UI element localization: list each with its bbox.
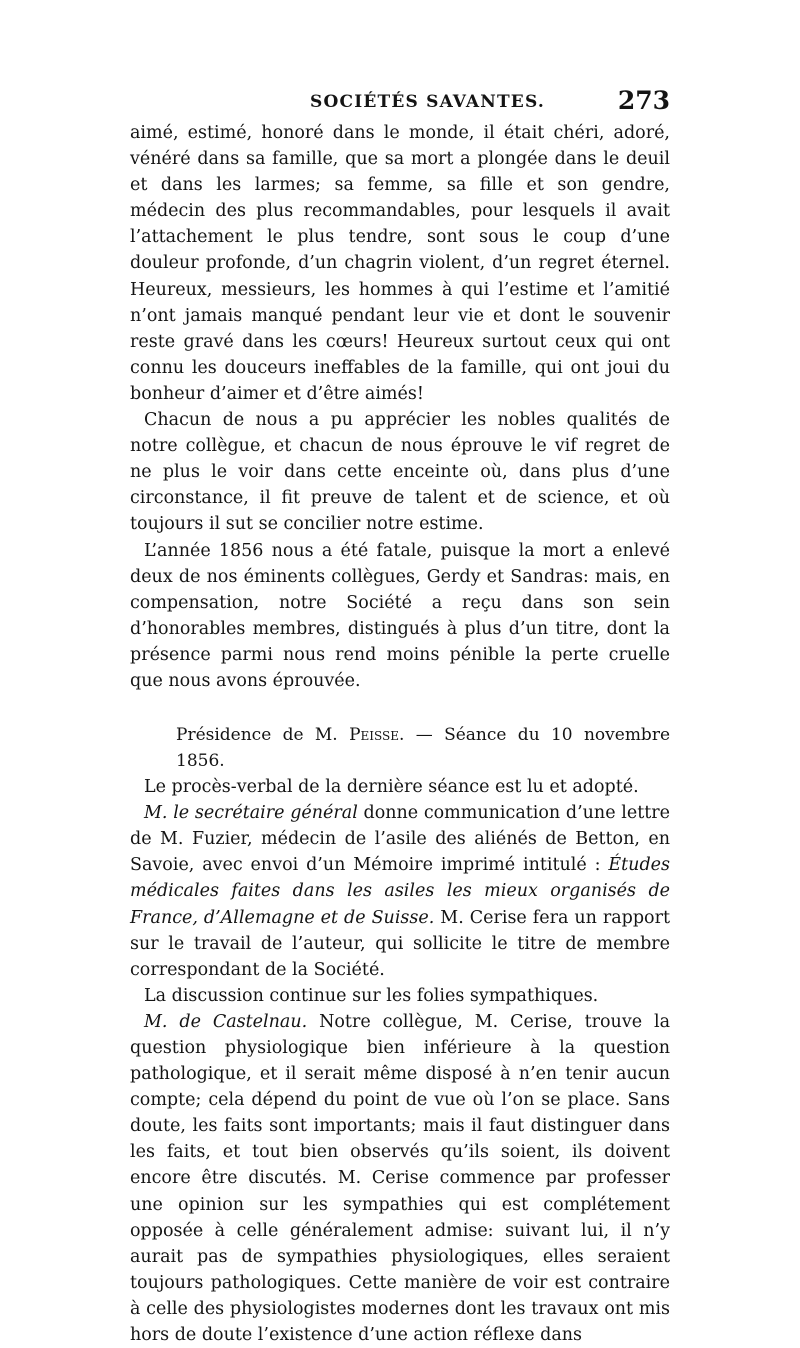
session-heading bbox=[130, 722, 670, 774]
paragraph-minutes: Le procès-verbal de la dernière séance est lu et adopté. bbox=[144, 777, 639, 798]
book-page bbox=[130, 86, 670, 1348]
memoir-title: Études médicales faites dans les asiles les mieux organisés de France, d’Allemagne et de Suisse. bbox=[130, 855, 670, 928]
speaker-castelnau: M. de Castelnau. bbox=[144, 1011, 308, 1032]
paragraph-year-1856: L’année 1856 nous a été fatale, puisque la mort a enlevé deux de nos éminents collègues, Gerdy et Sandras: mais, en compensation, notre Société a reçu dans son sein d’honorables membres, distingués à plus d’un titre, dont la présence parmi nous rend moins pénible la perte cruelle que nous avons éprouvée. bbox=[130, 540, 670, 691]
paragraph-communication bbox=[130, 800, 670, 983]
page-number: 273 bbox=[617, 86, 670, 115]
castelnau-text: Notre collègue, M. Cerise, trouve la question physiologique bien inférieure à la question pathologique, et il serait même disposé à n’en tenir aucun compte; cela dépend du point de vue où l’on se place. Sans doute, les faits sont importants; mais il faut distinguer dans les faits, et tout bien observés qu’ils soient, ils doivent encore être discutés. M. Cerise commence par professer une opinion sur les sympathies qui est complétement opposée à celle généralement admise: suivant lui, il n’y aurait pas de sympathies physiologiques, elles seraient toujours pathologiques. Cette manière de voir est contraire à celle des physiologistes modernes dont les travaux ont mis hors de doute l’existence d’une action réflexe dans bbox=[130, 1011, 671, 1346]
paragraph-colleague: Chacun de nous a pu apprécier les nobles qualités de notre collègue, et chacun de nous éprouve le vif regret de ne plus le voir dans cette enceinte où, dans plus d’une circonstance, il fit preuve de talent et de science, et où toujours il sut se concilier notre estime. bbox=[130, 410, 670, 535]
session-president: Peisse bbox=[349, 725, 399, 746]
session-heading-suffix: . — Séance du 10 novembre 1856. bbox=[176, 725, 671, 772]
communication-text-b: M. Cerise fera un rapport sur le travail de l’auteur, qui sollicite le titre de membre correspondant de la Société. bbox=[130, 907, 670, 980]
paragraph-castelnau bbox=[130, 1009, 670, 1348]
paragraph-discussion: La discussion continue sur les folies sympathiques. bbox=[144, 985, 599, 1006]
session-heading-prefix: Présidence de M. bbox=[176, 725, 350, 746]
running-title: SOCIÉTÉS SAVANTES. bbox=[310, 92, 545, 112]
speaker-secretary: M. le secrétaire général bbox=[144, 803, 358, 824]
running-head bbox=[130, 86, 670, 120]
paragraph-eulogy: aimé, estimé, honoré dans le monde, il était chéri, adoré, vénéré dans sa famille, que sa mort a plongée dans le deuil et dans les larmes; sa femme, sa fille et son gendre, médecin des plus recommandables, pour lesquels il avait l’attachement le plus tendre, sont sous le coup d’une douleur profonde, d’un chagrin violent, d’un regret éternel. Heureux, messieurs, les hommes à qui l’estime et l’amitié n’ont jamais manqué pendant leur vie et dont le souvenir reste gravé dans les cœurs! Heureux surtout ceux qui ont connu les douceurs ineffables de la famille, qui ont joui du bonheur d’aimer et d’être aimés! bbox=[130, 123, 670, 404]
communication-text-a: donne communication d’une lettre de M. Fuzier, médecin de l’asile des aliénés de Betton, en Savoie, avec envoi d’un Mémoire imprimé intitulé : bbox=[130, 803, 671, 876]
